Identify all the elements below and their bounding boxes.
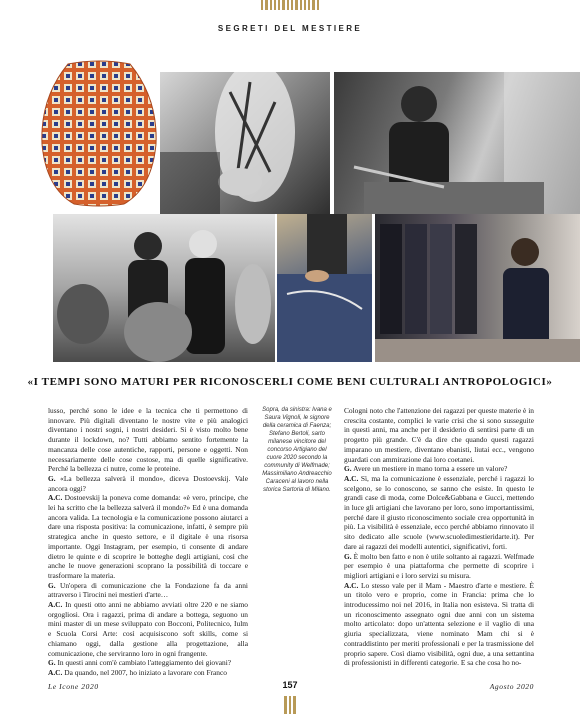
top-ornament bbox=[261, 0, 319, 10]
speaker-label: G. bbox=[344, 464, 352, 474]
article-column-left bbox=[48, 406, 248, 678]
article-paragraph bbox=[344, 474, 534, 552]
photo-caption: Sopra, da sinistra: Ivana e Saura Vignoli, le signore della ceramica di Faenza; Stefano Bertoli, sarto milanese vincitore del concorso Artigiano del cuore 2020 secondo la community di Welfmade; Massimiliano Andreacchio Caraceni al lavoro nella storica Sartoria di Milano. bbox=[262, 407, 332, 493]
article-paragraph bbox=[48, 600, 248, 658]
bottom-ornament bbox=[284, 696, 296, 714]
speaker-label: G. bbox=[48, 658, 56, 668]
article-paragraph bbox=[48, 668, 248, 678]
paragraph-text: Lo stesso vale per il Mam - Maestro d'arte e mestiere. È un titolo vero e proprio, come in Francia: prima che lo introducessimo noi nel 2016, in Italia non esisteva. Si tratta di un riconoscimento assegnato ogni due anni con un sistema molto articolato: dopo un'attenta selezione e il vaglio di una giuria specializzata, viene nominato Mam chi si è contraddistinto per meriti professionali e per la trasmissione del proprio sapere. Così diamo visibilità, ogni due, a una settantina di professionisti in differenti categorie. E sa che cosa ho no- bbox=[344, 580, 534, 668]
paragraph-text: In questi anni com'è cambiato l'atteggiamento dei giovani? bbox=[57, 658, 232, 668]
ceramic-artists-photo bbox=[53, 214, 275, 362]
article-paragraph bbox=[344, 406, 534, 464]
article-paragraph bbox=[48, 474, 248, 493]
article-paragraph bbox=[344, 581, 534, 668]
paragraph-text: Dostoevskij la poneva come domanda: «è vero, principe, che lei ha scritto che la bellezza salverà il mondo?» Ed è una domanda ancora valida. La tecnologia e la comunicazione possono aiutarci a dare una risposta positiva: la comunicazione, infatti, è sempre più strategica anche in questo settore, e il digitale è una risorsa importante. Oggi Instagram, per esempio, ti consente di andare dietro le quinte e di scoprire le botteghe degli artigiani, così che anche le nuove generazioni scoprano la possibilità di toccare e trasformare la materia. bbox=[48, 493, 248, 580]
paragraph-text: lusso, perché sono le idee e la tecnica che ti permettono di innovare. Più digitali diventano le nostre vite e più analogici diventano i nostri sogni, i nostri desideri. Si è visto molto bene durante il lockdown, no? Tutti abbiamo sentito fortemente la mancanza delle cose autentiche, rapporti, persone e oggetti. Non necessariamente delle cose costose, ma di quelle significative. Perché la bellezza ci nutre, come le proteine. bbox=[48, 406, 248, 474]
article-paragraph bbox=[48, 493, 248, 580]
vase-photo bbox=[38, 58, 160, 208]
speaker-label: G. bbox=[48, 473, 56, 483]
speaker-label: G. bbox=[48, 580, 56, 590]
article-paragraph bbox=[48, 581, 248, 600]
speaker-label: A.C. bbox=[344, 473, 359, 483]
article-paragraph bbox=[344, 552, 534, 581]
pull-quote: «I TEMPI SONO MATURI PER RICONOSCERLI COME BENI CULTURALI ANTROPOLOGICI» bbox=[27, 376, 553, 388]
paragraph-text: Un'opera di comunicazione che la Fondazione fa da anni attraverso i Tirocini nei mestieri d'arte… bbox=[48, 580, 248, 600]
paragraph-text: Avere un mestiere in mano torna a essere un valore? bbox=[353, 464, 508, 474]
ceramic-hands-photo bbox=[160, 72, 330, 214]
speaker-label: A.C. bbox=[48, 600, 63, 610]
paragraph-text: Da quando, nel 2007, ho iniziato a lavorare con Franco bbox=[64, 667, 227, 677]
speaker-label: A.C. bbox=[344, 580, 359, 590]
paragraph-text: «La bellezza salverà il mondo», diceva Dostoevskij. Vale ancora oggi? bbox=[48, 473, 248, 493]
speaker-label: A.C. bbox=[48, 493, 63, 503]
article-paragraph bbox=[48, 658, 248, 668]
suits-tailor-photo bbox=[375, 214, 580, 362]
article-column-right bbox=[344, 406, 534, 668]
paragraph-text: Sì, ma la comunicazione è essenziale, perché i ragazzi lo scelgono, se lo conoscono, se sanno che esiste. In questo le grandi case di moda, come Dolce&Gabbana e Gucci, mettendo in luce gli artigiani che lavorano per loro, sono importantissimi, perché dare il giusto riconoscimento sociale crea opportunità in più. La visibilità è essenziale, ecco perché abbiamo rinnovato il sito dedicato alle scuole (www.scuoledimestieridarte.it). Per dare ai ragazzi dei modelli autentici, significativi, forti. bbox=[344, 473, 534, 551]
tailor-photo bbox=[334, 72, 580, 214]
speaker-label: A.C. bbox=[48, 667, 63, 677]
paragraph-text: In questi otto anni ne abbiamo avviati oltre 220 e ne siamo orgogliosi. Ora i ragazzi, prima di andare a bottega, seguono un mini master di un mese sviluppato con Bocconi, Politecnico, Iulm e Scuola Corsi Arte: così acquisiscono soft skills, come si chiamano oggi, dalla gestione alla progettazione, alla comunicazione, che serviranno loro in ogni frangente. bbox=[48, 600, 248, 658]
article-paragraph bbox=[48, 406, 248, 474]
section-title: SEGRETI DEL MESTIERE bbox=[217, 24, 363, 33]
footer-publication: Le Icone 2020 bbox=[48, 682, 99, 691]
speaker-label: G. bbox=[344, 551, 352, 561]
page-number: 157 bbox=[282, 680, 298, 690]
paragraph-text: È molto ben fatto e non è utile soltanto ai ragazzi. Welfmade per esempio è una piattaforma che permette di scoprire i migliori artigiani e i loro servizi su misura. bbox=[344, 551, 534, 580]
footer-date: Agosto 2020 bbox=[489, 682, 534, 691]
fabric-cutting-photo bbox=[277, 214, 372, 362]
article-paragraph bbox=[344, 464, 534, 474]
paragraph-text: Cologni noto che l'attenzione dei ragazzi per queste materie è in crescita costante, complici le varie crisi che si sono susseguite in questi anni, ma anche per il desiderio di sentirsi parte di un progetto più grande. C'è da dire che quando questi ragazzi imparano un mestiere, diventano ebanisti, liutai ecc., vengono guardati con ammirazione dai loro coetanei. bbox=[344, 406, 534, 464]
